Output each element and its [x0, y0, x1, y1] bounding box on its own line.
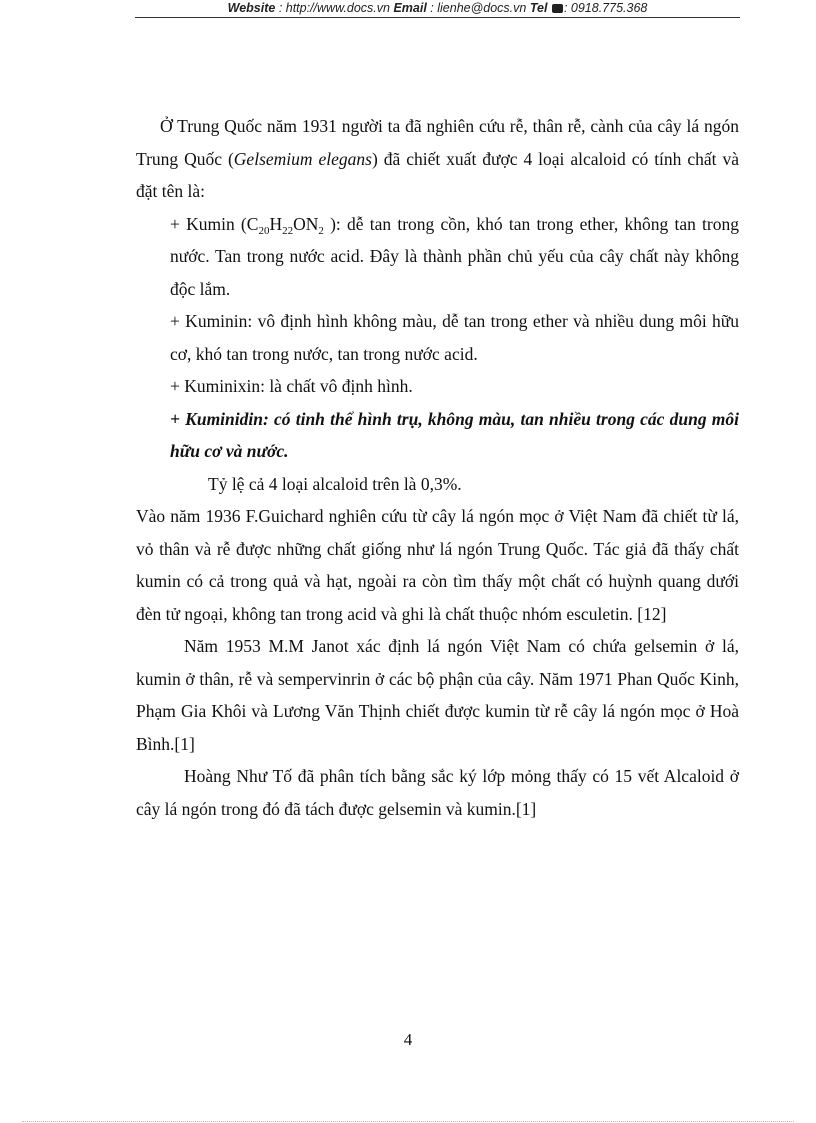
email-value: : lienhe@docs.vn: [426, 1, 530, 15]
footer-divider: [22, 1121, 794, 1122]
formula-h: H: [269, 213, 283, 234]
paragraph-guichard: Vào năm 1936 F.Guichard nghiên cứu từ cây lá ngón mọc ở Việt Nam đã chiết từ lá, vỏ thân và rễ được những chất giống như lá ngón Trung Quốc. Tác giả đã thấy chất kumin có cả trong quả và hạt, ngoài ra còn tìm thấy một chất có huỳnh quang dưới đèn tử ngoại, không tan trong acid và ghi là chất thuộc nhóm esculetin. [12]: [136, 506, 739, 624]
phone-icon: [552, 4, 563, 13]
kumin-prefix: + Kumin (C: [170, 213, 259, 234]
email-label: Email: [393, 1, 427, 15]
tel-label: Tel: [529, 1, 548, 15]
page-header: [135, 0, 740, 18]
website-label: Website: [227, 1, 276, 15]
formula-sub: 22: [282, 224, 294, 237]
species-name: Gelsemium elegans: [233, 148, 372, 169]
page-number: 4: [403, 1030, 413, 1049]
intro-text-start: Ở Trung Quốc năm 1931 người ta đã nghiên cứu rễ, thân rễ, cành của cây lá ngón Trung Quốc (: [136, 116, 739, 169]
ratio-line: Tỷ lệ cả 4 loại alcaloid trên là 0,3%.: [208, 473, 462, 494]
list-item-kuminixin: + Kuminixin: là chất vô định hình.: [170, 376, 413, 396]
formula-sub: 2: [318, 224, 324, 237]
website-value: : http://www.docs.vn: [275, 1, 394, 15]
list-item-kumin: [136, 208, 739, 306]
list-item-kuminidin: + Kuminidin: có tinh thể hình trụ, không màu, tan nhiều trong các dung môi hữu cơ và nước.: [170, 408, 739, 461]
paragraph-intro: [136, 110, 739, 208]
paragraph-hoang: Hoàng Như Tố đã phân tích bằng sắc ký lớp mỏng thấy có 15 vết Alcaloid ở cây lá ngón trong đó đã tách được gelsemin và kumin.[1]: [136, 766, 739, 819]
paragraph-janot: Năm 1953 M.M Janot xác định lá ngón Việt Nam có chứa gelsemin ở lá, kumin ở thân, rễ và sempervinrin ở các bộ phận của cây. Năm 1971 Phan Quốc Kinh, Phạm Gia Khôi và Lương Văn Thịnh chiết được kumin từ rễ cây lá ngón mọc ở Hoà Bình.[1]: [136, 636, 739, 754]
tel-value: : 0918.775.368: [563, 1, 648, 15]
kumin-description: ): dễ tan trong cồn, khó tan trong ether, không tan trong nước. Tan trong nước acid. Đây là thành phần chủ yếu của cây chất này không độc lắm.: [170, 213, 739, 299]
list-item-kuminin: + Kuminin: vô định hình không màu, dễ tan trong ether và nhiều dung môi hữu cơ, khó tan trong nước, tan trong nước acid.: [170, 311, 739, 364]
formula-sub: 20: [258, 224, 270, 237]
intro-text-end: ) đã chiết xuất được 4 loại alcaloid có tính chất và đặt tên là:: [136, 148, 739, 201]
formula-on: ON: [293, 213, 319, 234]
document-body: [136, 110, 739, 825]
